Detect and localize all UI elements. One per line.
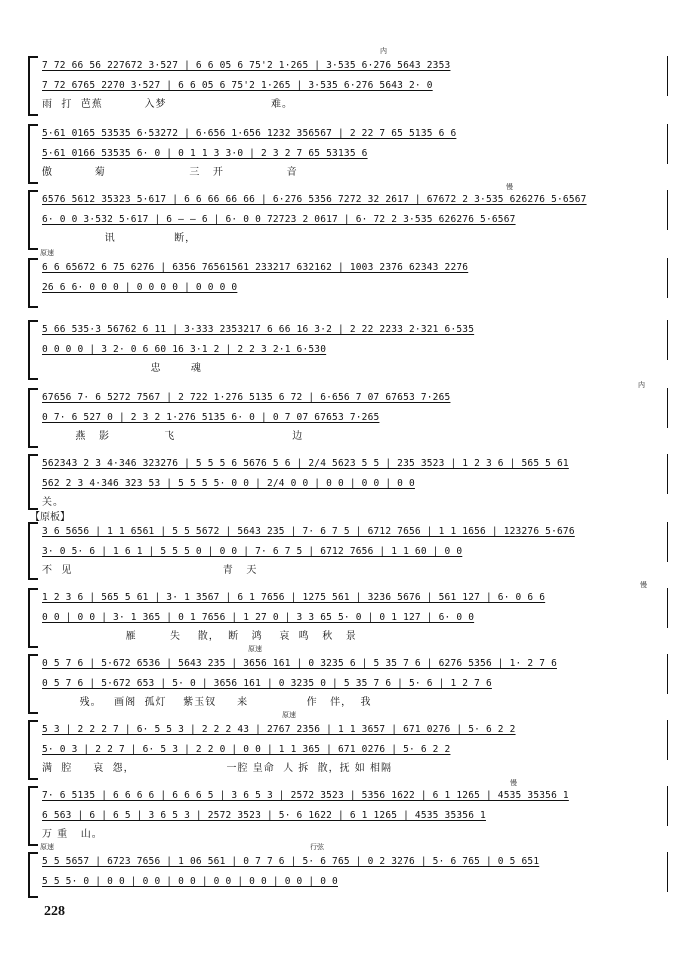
system-brace bbox=[28, 190, 38, 250]
accompaniment-line: 3· 0 5· 6 | 1 6 1 | 5 5 5 0 | 0 0 | 7· 6 7 5 | 6712 7656 | 1 1 60 | 0 0 bbox=[42, 546, 463, 557]
tempo-mark: 原速 bbox=[40, 249, 54, 257]
system-brace bbox=[28, 56, 38, 116]
lyric-line: 残。 画阁 孤灯 紫玉钗 来 作 伴， 我 bbox=[42, 697, 372, 708]
final-barline bbox=[667, 654, 668, 694]
tempo-mark: 内 bbox=[380, 47, 387, 55]
melody-line: 5 5 5657 | 6723 7656 | 1 06 561 | 0 7 7 6 | 5· 6 765 | 0 2 3276 | 5· 6 765 | 0 5 651 bbox=[42, 856, 540, 867]
final-barline bbox=[667, 190, 668, 230]
accompaniment-line: 5· 0 3 | 2 2 7 | 6· 5 3 | 2 2 0 | 0 0 | 1 1 365 | 671 0276 | 5· 6 2 2 bbox=[42, 744, 451, 755]
score-system bbox=[28, 320, 668, 380]
final-barline bbox=[667, 258, 668, 298]
final-barline bbox=[667, 588, 668, 628]
melody-line: 67656 7· 6 5272 7567 | 2 722 1·276 5135 6 72 | 6·656 7 07 67653 7·265 bbox=[42, 392, 451, 403]
accompaniment-line: 0 7· 6 527 0 | 2 3 2 1·276 5135 6· 0 | 0 7 07 67653 7·265 bbox=[42, 412, 380, 423]
lyric-line: 雁 失 散， 断 鸿 哀 鸣 秋 景 bbox=[42, 631, 357, 642]
accompaniment-line: 6· 0 0 3·532 5·617 | 6 — — 6 | 6· 0 0 72723 2 0617 | 6· 72 2 3·535 626276 5·6567 bbox=[42, 214, 516, 225]
lyric-line: 万 重 山。 bbox=[42, 829, 103, 840]
melody-line: 6576 5612 35323 5·617 | 6 6 66 66 66 | 6·276 5356 7272 32 2617 | 67672 2 3·535 626276 5·6567 bbox=[42, 194, 587, 205]
lyric-line: 雨 打 芭蕉 入梦 难。 bbox=[42, 99, 293, 110]
melody-line: 6 6 65672 6 75 6276 | 6356 76561561 233217 632162 | 1003 2376 62343 2276 bbox=[42, 262, 469, 273]
final-barline bbox=[667, 522, 668, 562]
system-brace bbox=[28, 454, 38, 510]
score-system bbox=[28, 522, 668, 580]
accompaniment-line: 6 563 | 6 | 6 5 | 3 6 5 3 | 2572 3523 | 5· 6 1622 | 6 1 1265 | 4535 35356 1 bbox=[42, 810, 486, 821]
accompaniment-line: 562 2 3 4·346 323 53 | 5 5 5 5· 0 0 | 2/4 0 0 | 0 0 | 0 0 | 0 0 bbox=[42, 478, 415, 489]
score-system bbox=[28, 645, 668, 714]
accompaniment-line: 26 6 6· 0 0 0 | 0 0 0 0 | 0 0 0 0 bbox=[42, 282, 238, 293]
accompaniment-line: 5·61 0166 53535 6· 0 | 0 1 1 3 3·0 | 2 3 2 7 65 53135 6 bbox=[42, 148, 368, 159]
tempo-mark: 原速 bbox=[248, 645, 262, 653]
score-system bbox=[28, 47, 668, 116]
system-brace bbox=[28, 388, 38, 448]
final-barline bbox=[667, 320, 668, 360]
tempo-mark: 原速 bbox=[40, 843, 54, 851]
melody-line: 1 2 3 6 | 565 5 61 | 3· 1 3567 | 6 1 7656 | 1275 561 | 3236 5676 | 561 127 | 6· 0 6 6 bbox=[42, 592, 546, 603]
tempo-mark: 慢 bbox=[640, 581, 647, 589]
score-system bbox=[28, 183, 668, 250]
melody-line: 7· 6 5135 | 6 6 6 6 | 6 6 6 5 | 3 6 5 3 | 2572 3523 | 5356 1622 | 6 1 1265 | 4535 35356 1 bbox=[42, 790, 569, 801]
tempo-mark: 慢 bbox=[510, 779, 517, 787]
system-brace bbox=[28, 522, 38, 580]
tempo-mark: 行弦 bbox=[310, 843, 324, 851]
lyric-line: 忠 魂 bbox=[42, 363, 202, 374]
system-brace bbox=[28, 124, 38, 184]
melody-line: 5 3 | 2 2 2 7 | 6· 5 5 3 | 2 2 2 43 | 2767 2356 | 1 1 3657 | 671 0276 | 5· 6 2 2 bbox=[42, 724, 516, 735]
melody-line: 7 72 66 56 227672 3·527 | 6 6 05 6 75'2 1·265 | 3·535 6·276 5643 2353 bbox=[42, 60, 451, 71]
final-barline bbox=[667, 124, 668, 164]
accompaniment-line: 0 5 7 6 | 5·672 653 | 5· 0 | 3656 161 | 0 3235 0 | 5 35 7 6 | 5· 6 | 1 2 7 6 bbox=[42, 678, 492, 689]
system-brace bbox=[28, 320, 38, 380]
melody-line: 0 5 7 6 | 5·672 6536 | 5643 235 | 3656 161 | 0 3235 6 | 5 35 7 6 | 6276 5356 | 1· 2 7 6 bbox=[42, 658, 557, 669]
score-system bbox=[28, 381, 668, 448]
system-brace bbox=[28, 786, 38, 846]
accompaniment-line: 5 5 5· 0 | 0 0 | 0 0 | 0 0 | 0 0 | 0 0 | 0 0 | 0 0 bbox=[42, 876, 338, 887]
melody-line: 5 66 535·3 56762 6 11 | 3·333 2353217 6 66 16 3·2 | 2 22 2233 2·321 6·535 bbox=[42, 324, 475, 335]
lyric-line: 燕 影 飞 边 bbox=[42, 431, 304, 442]
system-brace bbox=[28, 588, 38, 648]
score-system bbox=[28, 581, 668, 648]
final-barline bbox=[667, 786, 668, 826]
page-number: 228 bbox=[44, 904, 65, 919]
score-system bbox=[28, 711, 668, 780]
tempo-mark: 原速 bbox=[282, 711, 296, 719]
final-barline bbox=[667, 454, 668, 494]
melody-line: 5·61 0165 53535 6·53272 | 6·656 1·656 1232 356567 | 2 22 7 65 5135 6 6 bbox=[42, 128, 457, 139]
system-brace bbox=[28, 654, 38, 714]
score-system bbox=[28, 843, 668, 898]
accompaniment-line: 7 72 6765 2270 3·527 | 6 6 05 6 75'2 1·265 | 3·535 6·276 5643 2· 0 bbox=[42, 80, 433, 91]
section-label: 【原板】 bbox=[30, 512, 70, 523]
final-barline bbox=[667, 720, 668, 760]
accompaniment-line: 0 0 | 0 0 | 3· 1 365 | 0 1 7656 | 1 27 0 | 3 3 65 5· 0 | 0 1 127 | 6· 0 0 bbox=[42, 612, 475, 623]
final-barline bbox=[667, 388, 668, 428]
melody-line: 3 6 5656 | 1 1 6561 | 5 5 5672 | 5643 235 | 7· 6 7 5 | 6712 7656 | 1 1 1656 | 123276 5·676 bbox=[42, 526, 575, 537]
final-barline bbox=[667, 852, 668, 892]
score-system bbox=[28, 454, 668, 510]
lyric-line: 不 见 青 天 bbox=[42, 565, 258, 576]
system-brace bbox=[28, 852, 38, 898]
lyric-line: 关。 bbox=[42, 497, 64, 508]
score-system bbox=[28, 124, 668, 184]
system-brace bbox=[28, 720, 38, 780]
tempo-mark: 慢 bbox=[506, 183, 513, 191]
tempo-mark: 内 bbox=[638, 381, 645, 389]
melody-line: 562343 2 3 4·346 323276 | 5 5 5 6 5676 5 6 | 2/4 5623 5 5 | 235 3523 | 1 2 3 6 | 565 5 61 bbox=[42, 458, 569, 469]
final-barline bbox=[667, 56, 668, 96]
lyric-line: 讯 断， bbox=[42, 233, 197, 244]
lyric-line: 满 腔 哀 怨， 一腔 皇命 人 拆 散，抚 如 相隔 bbox=[42, 763, 392, 774]
accompaniment-line: 0 0 0 0 | 3 2· 0 6 60 16 3·1 2 | 2 2 3 2·1 6·530 bbox=[42, 344, 327, 355]
score-system bbox=[28, 249, 668, 308]
lyric-line: 傲 菊 三 开 音 bbox=[42, 167, 298, 178]
score-system bbox=[28, 779, 668, 846]
system-brace bbox=[28, 258, 38, 308]
